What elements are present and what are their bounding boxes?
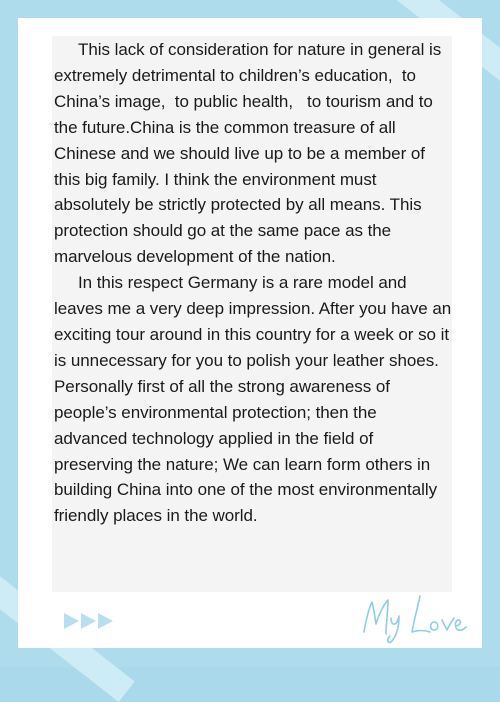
arrow-icon <box>64 613 79 629</box>
play-arrows-icon <box>64 613 113 629</box>
arrow-icon <box>81 613 96 629</box>
signature-logo <box>358 588 468 644</box>
paragraph-2: In this respect Germany is a rare model and leaves me a very deep impression. After you have an exciting tour around in this country for a week or so it is unnecessary for you to polish your leather shoes. Personally first of all the strong awareness of people’s environmental protection; then the advanced technology applied in the field of preserving the nature; We can learn form others in building China into one of the most environmentally friendly places in the world. <box>54 273 452 526</box>
paragraph-1: This lack of consideration for nature in general is extremely detrimental to children’s education, to China’s image, to public health, to tourism and to the future.China is the common treasure of all Chinese and we should live up to be a member of this big family. I think the environment must absolutely be strictly protected by all means. This protection should go at the same pace as the marvelous development of the nation. <box>54 40 442 267</box>
arrow-icon <box>98 613 113 629</box>
essay-body <box>54 37 454 529</box>
